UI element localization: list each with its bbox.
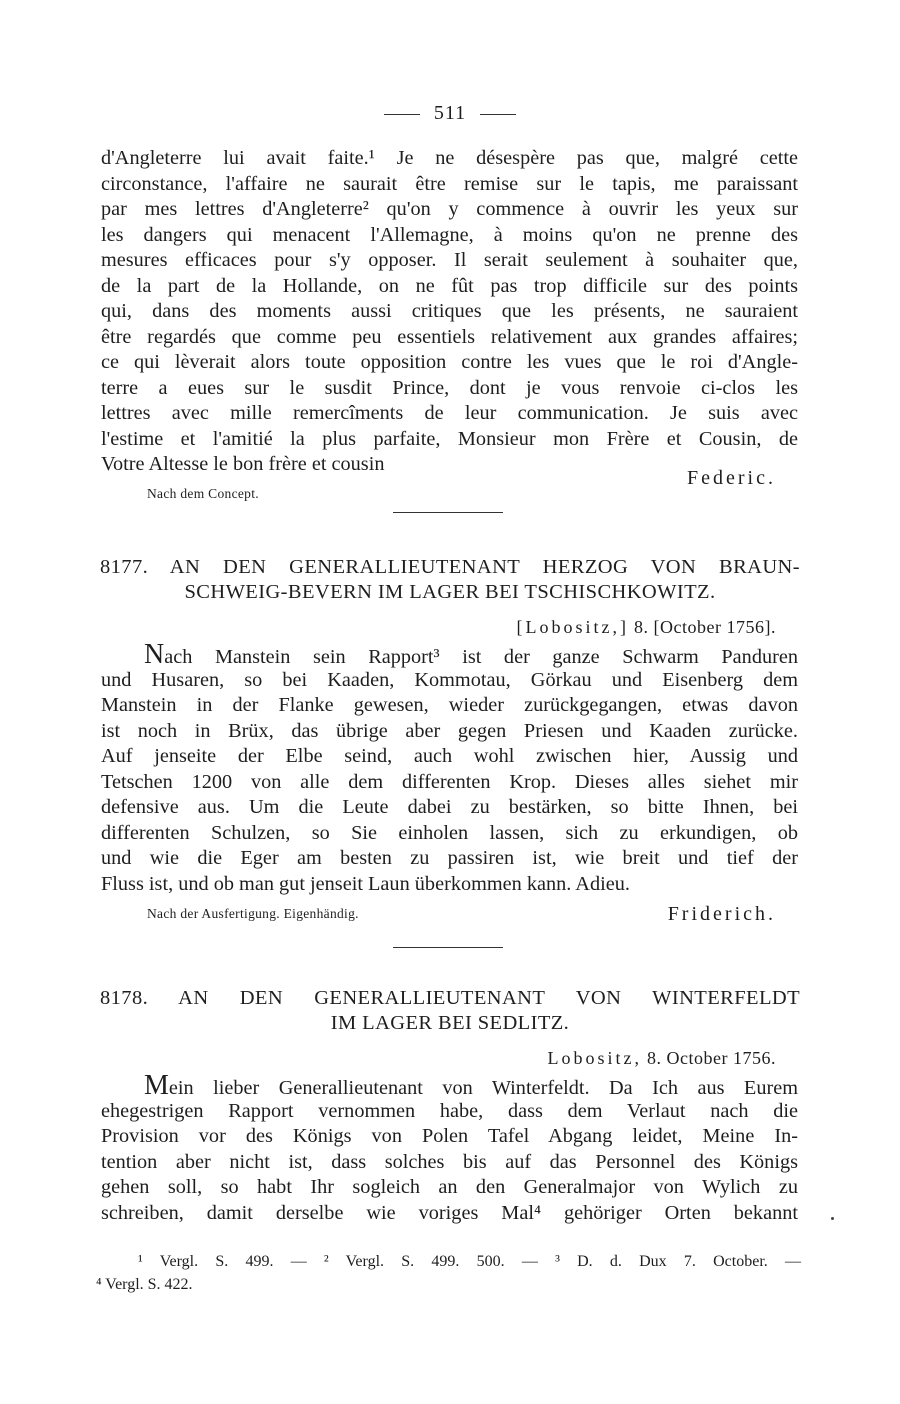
text-line: Fluss ist, und ob man gut jenseit Laun überkommen kann. Adieu. xyxy=(101,872,630,895)
text-line-rest: ach Manstein sein Rapport³ ist der ganze Schwarm Panduren xyxy=(164,646,798,668)
page-number-dash-right xyxy=(480,114,516,115)
source-note-ausfertigung: Nach der Ausfertigung. Eigenhändig. xyxy=(147,906,359,921)
continuation-paragraph xyxy=(101,146,798,478)
heading-line: SCHWEIG-BEVERN IM LAGER BEI TSCHISCHKOWITZ. xyxy=(184,581,716,603)
heading-line: 8178. AN DEN GENERALLIEUTENANT VON WINTERFELDT xyxy=(100,987,800,1009)
footnote-line: ⁴ Vergl. S. 422. xyxy=(96,1276,193,1293)
text-line: ist noch in Brüx, das übrige aber gegen Priesen und Kaaden zurücke. xyxy=(101,719,798,742)
heading-line: IM LAGER BEI SEDLITZ. xyxy=(330,1012,570,1034)
text-line: mesures efficaces pour s'y opposer. Il serait seulement à souhaiter que, xyxy=(101,249,798,271)
letter-8177-body xyxy=(101,639,798,897)
text-line: gehen soll, so habt Ihr sogleich an den Generalmajor von Wylich zu xyxy=(101,1176,798,1198)
section-divider xyxy=(393,512,503,513)
signature-friderich: Friderich. xyxy=(667,903,776,925)
letter-8178-body xyxy=(101,1070,798,1226)
page-number xyxy=(0,102,900,125)
heading-line: 8177. AN DEN GENERALLIEUTENANT HERZOG VON BRAUN- xyxy=(100,556,800,578)
text-line: lettres avec mille remercîments de leur communication. Je suis avec xyxy=(101,402,798,424)
letter-8177-heading xyxy=(100,555,800,605)
text-line: Provision vor des Königs von Polen Tafel Abgang leidet, Meine In- xyxy=(101,1125,798,1147)
text-line xyxy=(101,1070,798,1101)
text-line: les dangers qui menacent l'Allemagne, à moins qu'on ne prenne des xyxy=(101,223,798,246)
text-line: und wie die Eger am besten zu passiren ist, wie breit und tief der xyxy=(101,847,798,869)
text-line: Votre Altesse le bon frère et cousin xyxy=(101,453,385,475)
source-note-concept: Nach dem Concept. xyxy=(147,486,259,501)
text-line: circonstance, l'affaire ne saurait être remise sur le tapis, me paraissant xyxy=(101,172,798,195)
letter-8178-heading xyxy=(100,986,800,1036)
text-line: être regardés que comme peu essentiels relativement aux grandes affaires; xyxy=(101,325,798,348)
letter-8178-dateline xyxy=(548,1048,776,1069)
text-line: qui, dans des moments aussi critiques que les présents, ne sauraient xyxy=(101,300,798,322)
text-line: und Husaren, so bei Kaaden, Kommotau, Görkau und Eisenberg dem xyxy=(101,668,798,691)
text-line: d'Angleterre lui avait faite.¹ Je ne désespère pas que, malgré cette xyxy=(101,147,798,169)
text-line: Tetschen 1200 von alle dem differenten Krop. Dieses alles siehet mir xyxy=(101,770,798,793)
date-place: [Lobositz,] xyxy=(516,617,630,637)
text-line: defensive aus. Um die Leute dabei zu bestärken, so bitte Ihnen, bei xyxy=(101,796,798,818)
text-line: l'estime et l'amitié la plus parfaite, Monsieur mon Frère et Cousin, de xyxy=(101,427,798,450)
text-line-rest: ein lieber Generallieutenant von Winterfeldt. Da Ich aus Eurem xyxy=(168,1077,798,1099)
date-text: 8. [October 1756]. xyxy=(634,617,776,637)
margin-mark xyxy=(831,1217,834,1220)
footnote-line: ¹ Vergl. S. 499. — ² Vergl. S. 499. 500. — ³ D. d. Dux 7. October. — xyxy=(138,1253,801,1270)
text-line: schreiben, damit derselbe wie voriges Mal⁴ gehöriger Orten bekannt xyxy=(101,1201,798,1224)
page-number-dash-left xyxy=(384,114,420,115)
text-line xyxy=(101,639,798,670)
text-line: par mes lettres d'Angleterre² qu'on y commence à ouvrir les yeux sur xyxy=(101,198,798,220)
text-line: ce qui lèverait alors toute opposition contre les vues que le roi d'Angle- xyxy=(101,351,798,373)
footnotes xyxy=(96,1250,801,1296)
text-line: differenten Schulzen, so Sie einholen lassen, sich zu erkundigen, ob xyxy=(101,821,798,844)
text-line: Manstein in der Flanke gewesen, wieder zurückgegangen, etwas davon xyxy=(101,694,798,716)
letter-8177-dateline xyxy=(517,617,776,638)
dropcap: N xyxy=(144,639,165,670)
section-divider xyxy=(393,947,503,948)
text-line: Auf jenseite der Elbe seind, auch wohl zwischen hier, Aussig und xyxy=(101,745,798,767)
signature-federic: Federic. xyxy=(687,467,776,489)
text-line: tention aber nicht ist, dass solches bis auf das Personnel des Königs xyxy=(101,1150,798,1173)
text-line: ehegestrigen Rapport vernommen habe, dass dem Verlaut nach die xyxy=(101,1099,798,1122)
page-number-text: 511 xyxy=(433,102,467,124)
date-place: Lobositz, xyxy=(547,1048,643,1068)
dropcap: M xyxy=(144,1070,169,1101)
date-text: 8. October 1756. xyxy=(647,1048,776,1068)
text-line: terre a eues sur le susdit Prince, dont je vous renvoie ci-clos les xyxy=(101,376,798,399)
text-line: de la part de la Hollande, on ne fût pas trop difficile sur des points xyxy=(101,274,798,297)
